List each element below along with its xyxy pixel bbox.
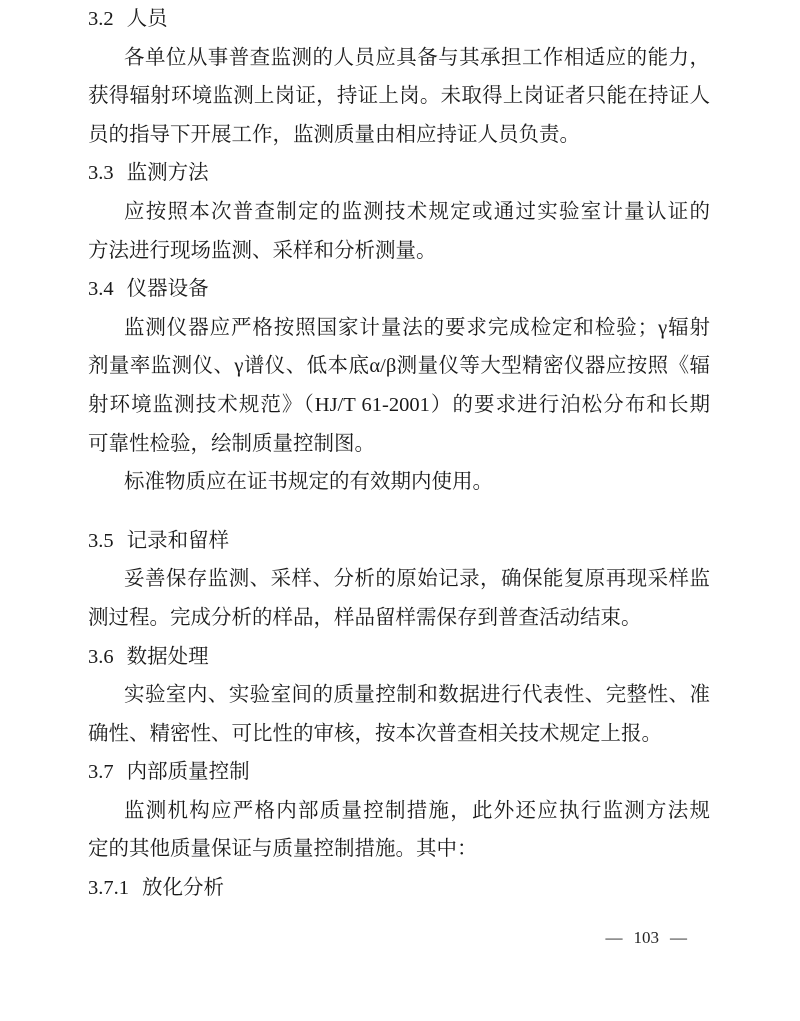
paragraph-line: 妥善保存监测、采样、分析的原始记录，确保能复原再现采样监 (124, 568, 710, 591)
section-heading (88, 522, 710, 561)
section-title: 人员 (126, 8, 168, 30)
section-number: 3.5 (88, 529, 114, 552)
paragraph-line: 获得辐射环境监测上岗证，持证上岗。未取得上岗证者只能在持证人 (88, 85, 710, 108)
section-number: 3.2 (88, 8, 114, 30)
paragraph-line: 方法进行现场监测、采样和分析测量。 (88, 239, 437, 262)
section-number: 3.6 (88, 645, 114, 668)
section-heading (88, 270, 710, 309)
page-footer (88, 926, 710, 950)
section-number: 3.3 (88, 162, 114, 185)
section-title: 监测方法 (126, 162, 209, 185)
section-3-2 (88, 0, 710, 154)
paragraph-line: 射环境监测技术规范》（HJ/T 61-2001）的要求进行泊松分布和长期 (88, 393, 710, 416)
paragraph-line: 监测仪器应严格按照国家计量法的要求完成检定和检验；γ辐射 (124, 316, 710, 339)
section-heading (88, 753, 710, 792)
section-title: 记录和留样 (126, 529, 230, 552)
paragraph-line: 标准物质应在证书规定的有效期内使用。 (124, 471, 493, 494)
section-3-3 (88, 154, 710, 270)
section-heading (88, 154, 710, 193)
section-3-5 (88, 522, 710, 638)
section-number: 3.7 (88, 761, 114, 784)
paragraph-line: 监测机构应严格内部质量控制措施，此外还应执行监测方法规 (124, 799, 710, 822)
section-3-6 (88, 638, 710, 754)
section-heading (88, 638, 710, 677)
footer-page-number: 103 (633, 927, 659, 947)
section-heading (88, 869, 710, 908)
section-title: 数据处理 (126, 645, 209, 668)
footer-dash-right: — (670, 927, 687, 947)
paragraph-line: 员的指导下开展工作，监测质量由相应持证人员负责。 (88, 123, 580, 146)
paragraph-line: 实验室内、实验室间的质量控制和数据进行代表性、完整性、准 (124, 684, 710, 707)
section-title: 内部质量控制 (126, 761, 250, 784)
paragraph-line: 确性、精密性、可比性的审核，按本次普查相关技术规定上报。 (88, 722, 662, 745)
section-heading (88, 0, 710, 39)
section-3-4 (88, 270, 710, 502)
paragraph-line: 剂量率监测仪、γ谱仪、低本底α/β测量仪等大型精密仪器应按照《辐 (88, 355, 710, 378)
section-number: 3.7.1 (88, 877, 129, 900)
footer-dash-left: — (605, 927, 623, 947)
section-title: 仪器设备 (126, 278, 209, 301)
paragraph-line: 应按照本次普查制定的监测技术规定或通过实验室计量认证的 (124, 200, 710, 223)
paragraph-line: 可靠性检验，绘制质量控制图。 (88, 432, 375, 455)
paragraph-line: 各单位从事普查监测的人员应具备与其承担工作相适应的能力， (124, 46, 710, 69)
paragraph-line: 测过程。完成分析的样品，样品留样需保存到普查活动结束。 (88, 606, 642, 629)
paragraph-line: 定的其他质量保证与质量控制措施。其中： (88, 838, 478, 861)
section-3-7 (88, 753, 710, 869)
section-3-7-1 (88, 869, 710, 908)
section-number: 3.4 (88, 278, 114, 301)
section-title: 放化分析 (142, 877, 224, 900)
